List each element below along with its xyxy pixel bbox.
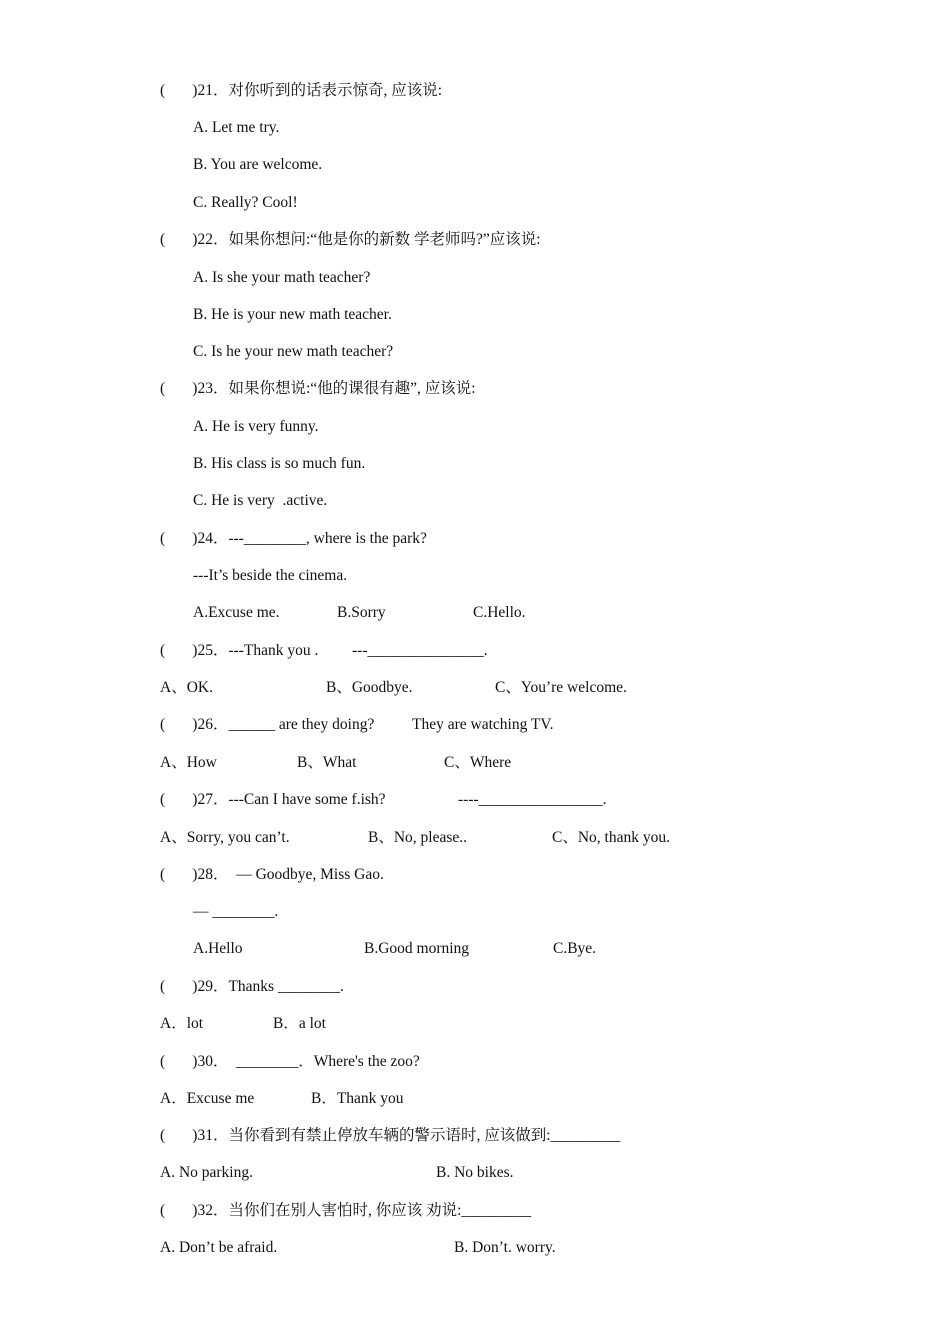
line-text: A. No parking.	[160, 1164, 253, 1181]
line-text: B. You are welcome.	[193, 156, 323, 173]
line-text: ---_______________.	[352, 642, 488, 659]
line-text: ( )28． — Goodbye, Miss Gao.	[160, 866, 384, 883]
line-text: A、Sorry, you can’t.	[160, 829, 290, 846]
line-text: A. Is she your math teacher?	[193, 269, 371, 286]
line-text: A．Excuse me	[160, 1090, 255, 1107]
line-text: A、How	[160, 754, 217, 771]
line-text: B．a lot	[273, 1015, 326, 1032]
line-text: B. He is your new math teacher.	[193, 306, 392, 323]
line-text: ( )27．---Can I have some f.ish?	[160, 791, 386, 808]
line-text: A．lot	[160, 1015, 204, 1032]
line-text: A.Hello	[193, 940, 243, 957]
line-text: ( )23．如果你想说:“他的课很有趣”, 应该说:	[160, 380, 476, 397]
line-text: B、What	[297, 754, 357, 771]
line-text: ( )26．______ are they doing?	[160, 716, 375, 733]
line-text: ( )32．当你们在别人害怕时, 你应该 劝说:_________	[160, 1202, 532, 1219]
line-text: A. Don’t be afraid.	[160, 1239, 278, 1256]
line-text: ( )22．如果你想问:“他是你的新数 学老师吗?”应该说:	[160, 231, 541, 248]
line-text: C. Is he your new math teacher?	[193, 343, 394, 360]
line-text: B. Don’t. worry.	[454, 1239, 556, 1256]
line-text: ( )29．Thanks ________.	[160, 978, 344, 995]
line-text: ( )31．当你看到有禁止停放车辆的警示语时, 应该做到:_________	[160, 1127, 621, 1144]
line-text: B. His class is so much fun.	[193, 455, 366, 472]
line-text: A. Let me try.	[193, 119, 280, 136]
line-text: C、No, thank you.	[552, 829, 670, 846]
line-text: C.Hello.	[473, 604, 526, 621]
line-text: C. He is very .active.	[193, 492, 328, 509]
line-text: ---It’s beside the cinema.	[193, 567, 348, 584]
line-text: — ________.	[193, 903, 279, 920]
line-text: C. Really? Cool!	[193, 194, 298, 211]
line-text: A、OK.	[160, 679, 213, 696]
line-text: C、You’re welcome.	[495, 679, 627, 696]
line-text: ( )21．对你听到的话表示惊奇, 应该说:	[160, 82, 443, 99]
line-text: ----________________.	[458, 791, 607, 808]
line-text: ( )24．---________, where is the park?	[160, 530, 427, 547]
line-text: B．Thank you	[311, 1090, 404, 1107]
line-text: C.Bye.	[553, 940, 597, 957]
line-text: ( )30． ________．Where's the zoo?	[160, 1053, 420, 1070]
line-text: B.Sorry	[337, 604, 386, 621]
line-text: A.Excuse me.	[193, 604, 280, 621]
line-text: B、Goodbye.	[326, 679, 413, 696]
line-text: ( )25．---Thank you .	[160, 642, 319, 659]
line-text: B. No bikes.	[436, 1164, 514, 1181]
line-text: B、No, please..	[368, 829, 468, 846]
line-text: They are watching TV.	[412, 716, 554, 733]
line-text: B.Good morning	[364, 940, 470, 957]
line-text: C、Where	[444, 754, 512, 771]
line-text: A. He is very funny.	[193, 418, 319, 435]
